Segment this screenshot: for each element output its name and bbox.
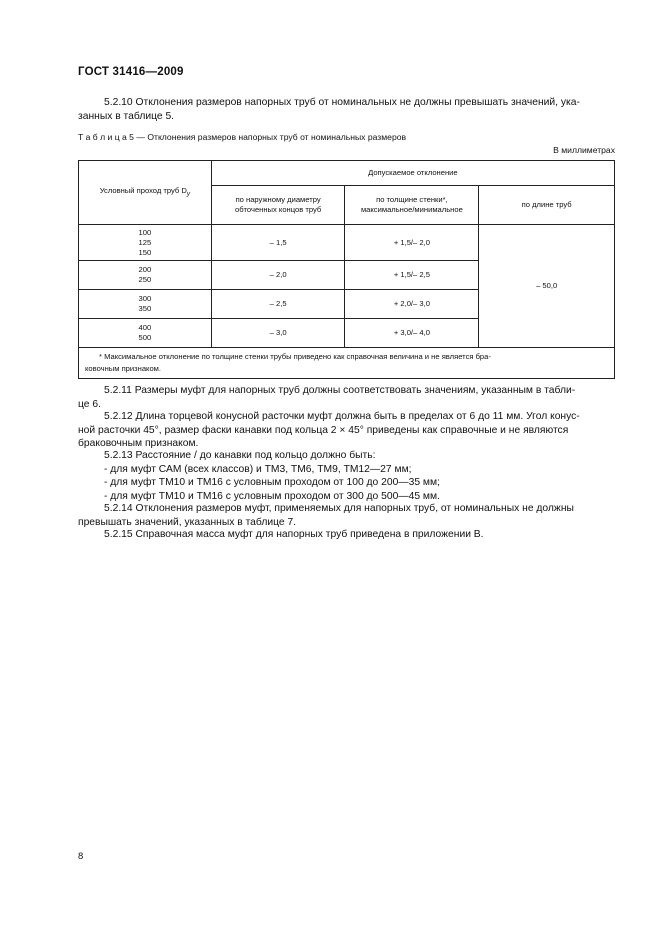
list-item: - для муфт ТМ10 и ТМ16 с условным проходом от 300 до 500—45 мм.: [104, 490, 440, 502]
paragraph-line: це 6.: [78, 398, 101, 410]
outer-deviation-cell: – 2,5: [211, 290, 345, 319]
paragraph-5-2-13: [78, 449, 616, 503]
header-text: обточенных концов труб: [234, 205, 322, 214]
paragraph-5-2-14: [78, 502, 616, 529]
header-text: по наружному диаметру: [235, 195, 321, 204]
footnote-line: * Максимальное отклонение по толщине стенки трубы приведено как справочная величина и не является бра-: [99, 352, 491, 361]
table-caption: Т а б л и ц а 5 — Отклонения размеров напорных труб от номинальных размеров: [78, 132, 407, 142]
diameter-value: 300: [138, 294, 152, 303]
paragraph-5-2-10: [78, 96, 616, 123]
paragraph-5-2-15: [78, 528, 616, 542]
header-nominal-text: Условный проход труб D: [99, 185, 187, 195]
footnote-line: ковочным признаком.: [85, 364, 162, 373]
paragraph-line: ной расточки 45°, размер фаски канавки под кольца 2 × 45° приведены как справочные и не являются: [78, 424, 569, 436]
list-item: - для муфт ТМ10 и ТМ16 с условным проходом от 100 до 200—35 мм;: [104, 477, 440, 488]
paragraph-5-2-11: [78, 384, 616, 411]
header-text: по толщине стенки*,: [376, 195, 448, 204]
diameter-value: 100: [138, 227, 152, 237]
table-footnote: [79, 348, 615, 379]
table-units: В миллиметрах: [553, 145, 615, 155]
wall-deviation-cell: + 2,0/– 3,0: [345, 290, 479, 319]
paragraph-line: браковочным признаком.: [78, 438, 199, 449]
diameter-cell: [79, 319, 212, 348]
wall-deviation-cell: + 1,5/– 2,0: [345, 225, 479, 261]
diameter-value: 500: [138, 333, 152, 342]
header-text: максимальное/минимальное: [360, 205, 463, 214]
diameter-value: 400: [138, 323, 152, 332]
diameter-value: 125: [138, 237, 152, 247]
diameter-cell: [79, 261, 212, 290]
header-outer-diameter: [211, 186, 345, 225]
document-header: ГОСТ 31416—2009: [78, 66, 184, 78]
header-length: по длине труб: [479, 186, 615, 225]
header-wall-thickness: [345, 186, 479, 225]
table-row: [79, 225, 615, 261]
length-deviation-cell: – 50,0: [479, 225, 615, 348]
header-nominal-diameter: [79, 161, 212, 225]
paragraph-line: 5.2.15 Справочная масса муфт для напорных труб приведена в приложении В.: [104, 529, 484, 540]
paragraph-5-2-12: [78, 410, 616, 451]
diameter-cell: [79, 225, 212, 261]
paragraph-line: 5.2.14 Отклонения размеров муфт, применяемых для напорных труб, от номинальных не должны: [104, 503, 574, 514]
page-number: 8: [78, 851, 84, 862]
paragraph-line: 5.2.11 Размеры муфт для напорных труб должны соответствовать значениям, указанным в табли-: [104, 385, 576, 396]
paragraph-line: превышать значений, указанных в таблице 7.: [78, 516, 297, 528]
diameter-value: 150: [138, 247, 152, 257]
list-item: - для муфт САМ (всех классов) и ТМ3, ТМ6, ТМ9, ТМ12—27 мм;: [104, 463, 412, 475]
diameter-cell: [79, 290, 212, 319]
header-allowed-deviation: Допускаемое отклонение: [211, 161, 614, 186]
outer-deviation-cell: – 3,0: [211, 319, 345, 348]
diameter-value: 250: [138, 275, 152, 284]
wall-deviation-cell: + 1,5/– 2,5: [345, 261, 479, 290]
wall-deviation-cell: + 3,0/– 4,0: [345, 319, 479, 348]
diameter-value: 200: [138, 265, 152, 274]
table-footnote-row: [79, 348, 615, 379]
paragraph-line: занных в таблице 5.: [78, 110, 175, 122]
outer-deviation-cell: – 2,0: [211, 261, 345, 290]
diameter-value: 350: [138, 304, 152, 313]
deviation-table: [78, 160, 615, 379]
outer-deviation-cell: – 1,5: [211, 225, 345, 261]
paragraph-line: 5.2.13 Расстояние / до канавки под кольцо должно быть:: [104, 450, 376, 461]
paragraph-line: 5.2.10 Отклонения размеров напорных труб от номинальных не должны превышать значений, ука-: [104, 97, 580, 108]
paragraph-line: 5.2.12 Длина торцевой конусной расточки муфт должна быть в пределах от 6 до 11 мм. Угол конус-: [104, 411, 580, 422]
header-nominal-subscript: у: [186, 190, 191, 198]
